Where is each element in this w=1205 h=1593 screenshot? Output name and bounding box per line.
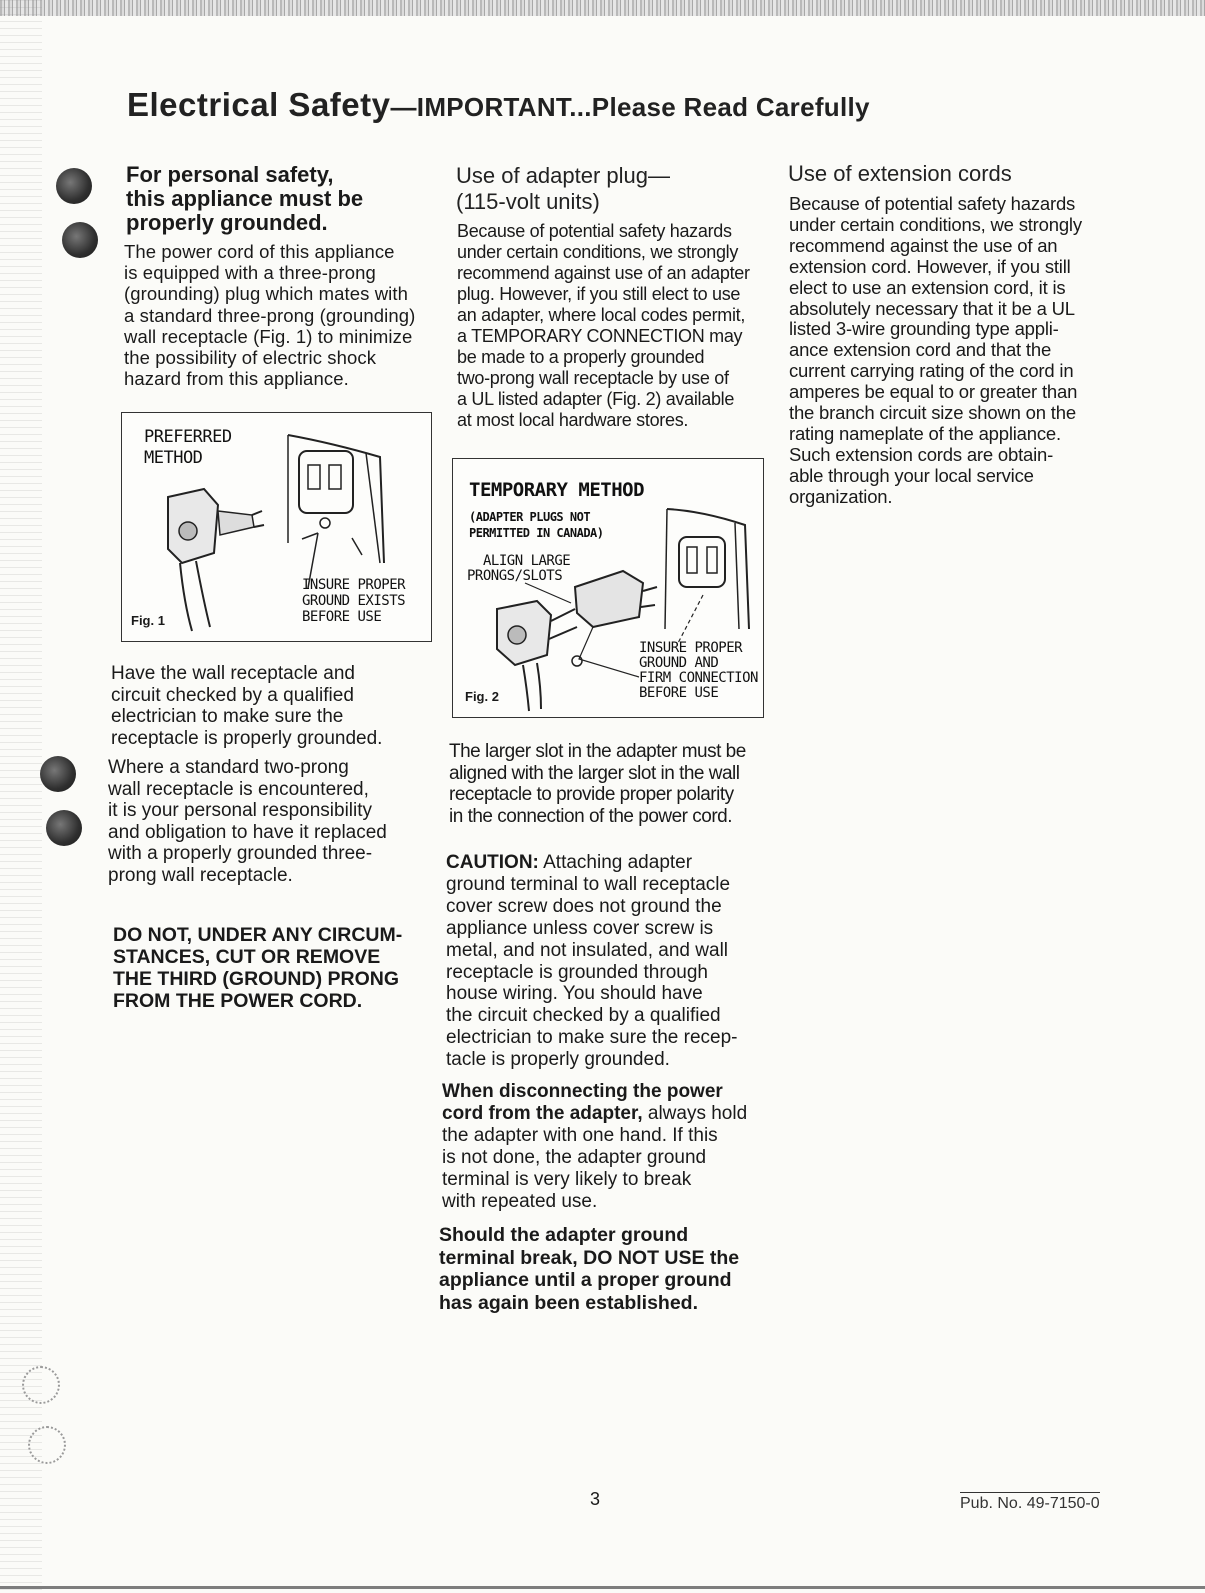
grounding-paragraph: The power cord of this appliance is equipped with a three-prong (grounding) plug which mates with a standard three-prong (grounding) wall receptacle (Fig. 1) to minimize the possibility of electric shock hazard from this appliance. (124, 241, 416, 390)
binder-ring-icon (22, 1366, 60, 1404)
figure-1-label: Fig. 1 (131, 613, 165, 628)
disconnect-paragraph: When disconnecting the power cord from the adapter, always hold the adapter with one hand. If this is not done, the adapter ground terminal is very likely to break with repeated use. (442, 1081, 748, 1212)
figure-2-note: (ADAPTER PLUGS NOT PERMITTED IN CANADA) (469, 510, 604, 540)
polarity-paragraph: The larger slot in the adapter must be aligned with the larger slot in the wall receptacle to provide proper polarity in the connection of the power cord. (449, 741, 746, 827)
figure-1-callout: INSURE PROPER GROUND EXISTS BEFORE USE (302, 577, 406, 625)
page-title: Electrical Safety—IMPORTANT...Please Read Carefully (127, 86, 870, 123)
adapter-heading: Use of adapter plug— (115-volt units) (456, 163, 671, 214)
scan-bottom-edge (0, 1586, 1205, 1589)
figure-1-title: PREFERRED METHOD (144, 427, 232, 468)
figure-2-callout: INSURE PROPER GROUND AND FIRM CONNECTION BEFORE USE (639, 640, 758, 701)
punch-hole-icon (56, 168, 92, 204)
figure-1-preferred-method (121, 412, 432, 642)
page-number: 3 (590, 1489, 601, 1509)
two-prong-paragraph: Where a standard two-prong wall receptacle is encountered, it is your personal responsibility and obligation to have it replaced with a properly grounded three- prong wall receptacle. (108, 757, 387, 886)
extension-cords-paragraph: Because of potential safety hazards under certain conditions, we strongly recommend against the use of an extension cord. However, if you still elect to use an extension cord, it is absolutely necessary that it be a UL listed 3-wire grounding type appli- ance extension cord and that the current carrying rating of the cord in amperes be equal to or greater than the branch circuit size shown on the rating nameplate of the appliance. Such extension cords are obtain- able through your local service organization. (789, 193, 1082, 507)
ground-prong-warning: DO NOT, UNDER ANY CIRCUM- STANCES, CUT OR REMOVE THE THIRD (GROUND) PRONG FROM THE POWER CORD. (113, 924, 403, 1012)
receptacle-check-paragraph: Have the wall receptacle and circuit checked by a qualified electrician to make sure the receptacle is properly grounded. (111, 663, 383, 749)
caution-paragraph: CAUTION: Attaching adapter ground terminal to wall receptacle cover screw does not ground the appliance unless cover screw is metal, and not insulated, and wall receptacle is grounded through house wiring. You should have the circuit checked by a qualified electrician to make sure the recep- tacle is properly grounded. (446, 852, 738, 1071)
grounding-heading: For personal safety, this appliance must be properly grounded. (126, 162, 364, 235)
figure-2-align-label: ALIGN LARGE PRONGS/SLOTS (467, 553, 571, 584)
scan-left-edge (0, 0, 42, 1593)
punch-hole-icon (46, 810, 82, 846)
extension-cords-heading: Use of extension cords (788, 161, 1012, 186)
adapter-paragraph: Because of potential safety hazards under certain conditions, we strongly recommend against use of an adapter plug. However, if you still elect to use an adapter, where local codes permit, a TEMPORARY CONNECTION may be made to a properly grounded two-prong wall receptacle by use of a UL listed adapter (Fig. 2) available at most local hardware stores. (457, 221, 750, 430)
publication-number: Pub. No. 49-7150-0 (960, 1492, 1100, 1513)
punch-hole-icon (40, 756, 76, 792)
scan-top-edge (0, 0, 1205, 16)
broken-terminal-warning: Should the adapter ground terminal break, DO NOT USE the appliance until a proper ground has again been established. (439, 1224, 740, 1314)
figure-2-label: Fig. 2 (465, 689, 499, 704)
punch-hole-icon (62, 222, 98, 258)
binder-ring-icon (28, 1426, 66, 1464)
figure-2-temporary-method (452, 458, 764, 718)
figure-2-title: TEMPORARY METHOD (469, 479, 645, 501)
